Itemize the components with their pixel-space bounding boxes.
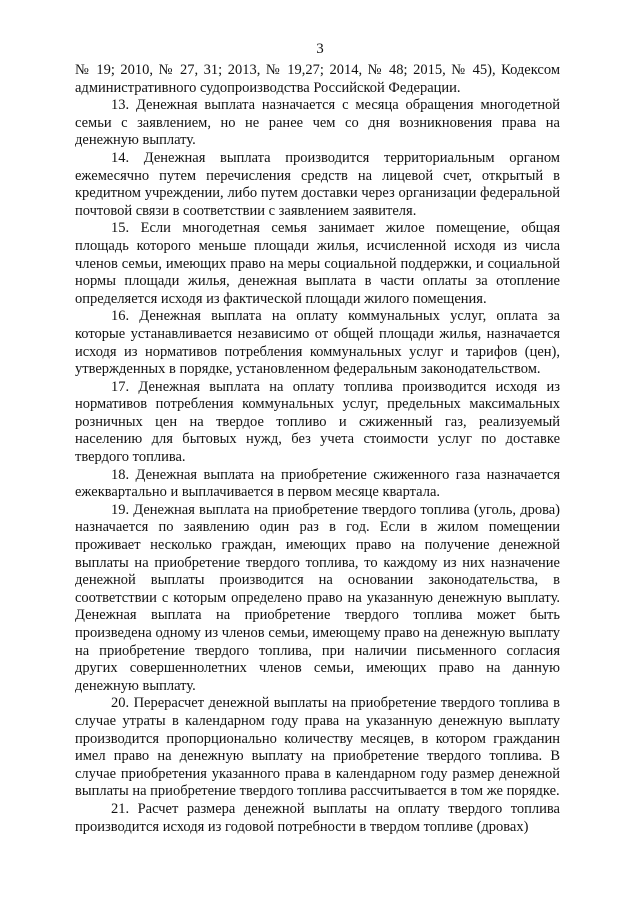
page-number: 3 [316,41,324,57]
paragraph-21: 21. Расчет размера денежной выплаты на оплату твердого топлива производится исходя из годовой потребности в твердом топливе (дровах) [75,800,560,835]
paragraph-17: 17. Денежная выплата на оплату топлива производится исходя из нормативов потребления коммунальных услуг, предельных максимальных розничных цен на твердое топливо и сжиженный газ, реализуемый населению для бытовых нужд, без учета стоимости услуг по доставке твердого топлива. [75,378,560,466]
document-body [75,62,560,836]
paragraph-15: 15. Если многодетная семья занимает жилое помещение, общая площадь которого меньше площади жилья, исчисленной исходя из числа членов семьи, имеющих право на меры социальной поддержки, и социальной нормы площади жилья, денежная выплата в части оплаты за отопление определяется исходя из фактической площади жилого помещения. [75,220,560,307]
paragraph-continuation: № 19; 2010, № 27, 31; 2013, № 19,27; 2014, № 48; 2015, № 45), Кодексом административного судопроизводства Российской Федерации. [75,62,560,96]
paragraph-13: 13. Денежная выплата назначается с месяца обращения многодетной семьи с заявлением, но не ранее чем со дня возникновения права на денежную выплату. [75,97,560,149]
paragraph-18: 18. Денежная выплата на приобретение сжиженного газа назначается ежеквартально и выплачивается в первом месяце квартала. [75,466,560,501]
paragraph-14: 14. Денежная выплата производится территориальным органом ежемесячно путем перечисления средств на лицевой счет, открытый в кредитном учреждении, либо путем доставки через организации федеральной почтовой связи в соответствии с заявлением заявителя. [75,149,560,219]
paragraph-20: 20. Перерасчет денежной выплаты на приобретение твердого топлива в случае утраты в календарном году права на указанную денежную выплату производится пропорционально количеству месяцев, в котором гражданин имел право на денежную выплату на приобретение твердого топлива. В случае приобретения указанного права в календарном году размер денежной выплаты на приобретение твердого топлива рассчитывается в том же порядке. [75,695,560,800]
paragraph-16: 16. Денежная выплата на оплату коммунальных услуг, оплата за которые устанавливается независимо от общей площади жилья, назначается исходя из нормативов потребления коммунальных услуг и тарифов (цен), утвержденных в порядке, установленном федеральным законодательством. [75,308,560,378]
paragraph-19: 19. Денежная выплата на приобретение твердого топлива (уголь, дрова) назначается по заявлению один раз в год. Если в жилом помещении проживает несколько граждан, имеющих право на получение денежной выплаты на приобретение твердого топлива, то каждому из них назначение денежной выплаты производится на основании законодательства, в соответствии с которым определено право на указанную денежную выплату. Денежная выплата на приобретение твердого топлива может быть произведена одному из членов семьи, имеющему право на денежную выплату на приобретение твердого топлива, при наличии письменного согласия других совершеннолетних членов семьи, имеющих право на данную денежную выплату. [75,501,560,694]
